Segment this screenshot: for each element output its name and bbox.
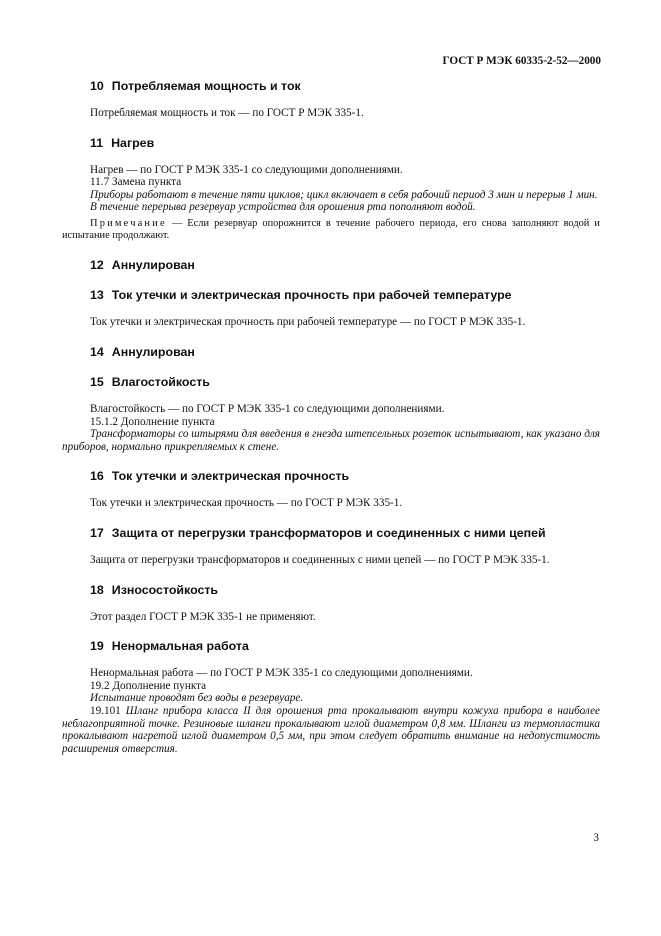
- section-14: [62, 345, 600, 359]
- paragraph: Ток утечки и электрическая прочность — по ГОСТ Р МЭК 335-1.: [90, 497, 403, 510]
- clause-label: 19.2 Дополнение пункта: [90, 679, 207, 692]
- section-title: Защита от перегрузки трансформаторов и соединенных с ними цепей: [111, 525, 546, 540]
- section-13: [62, 288, 600, 329]
- clause-paragraph: [62, 705, 600, 755]
- section-title: Аннулирован: [111, 344, 195, 359]
- clause-number: 19.101: [90, 704, 126, 717]
- clause-text: Шланг прибора класса II для орошения рта прокалывают внутри кожуха прибора в наиболее неблагоприятной точке. Резиновые шланги прокалывают иглой диаметром 0,8 мм. Шланги из термопластика прокалывают нагретой иглой диаметром 0,5 мм, при этом следует обратить внимание на недопустимость расширения отверстия.: [62, 704, 601, 755]
- section-title: Потребляемая мощность и ток: [111, 79, 301, 93]
- section-heading: [62, 526, 600, 540]
- section-number: 16: [90, 469, 104, 484]
- section-title: Ненормальная работа: [111, 639, 249, 654]
- note-label: Примечание: [90, 217, 167, 229]
- test-paragraph: Трансформаторы со штырями для введения в гнезда штепсельных розеток испытывают, как указано для приборов, нормально прикрепляемых к стене.: [62, 428, 600, 453]
- clause-label: 15.1.2 Дополнение пункта: [90, 415, 215, 428]
- section-10: [62, 79, 600, 120]
- paragraph: Нагрев — по ГОСТ Р МЭК 335-1 со следующими дополнениями.: [90, 163, 403, 176]
- section-heading: [62, 639, 600, 653]
- section-heading: [62, 345, 600, 359]
- paragraph: Влагостойкость — по ГОСТ Р МЭК 335-1 со следующими дополнениями.: [90, 402, 445, 415]
- section-11: [62, 136, 600, 243]
- section-heading: [62, 469, 600, 483]
- section-title: Ток утечки и электрическая прочность: [111, 469, 350, 484]
- test-paragraph: Испытание проводят без воды в резервуаре.: [90, 692, 304, 705]
- section-number: 17: [90, 525, 104, 540]
- section-number: 13: [90, 288, 104, 303]
- section-number: 10: [90, 79, 104, 93]
- paragraph: Этот раздел ГОСТ Р МЭК 335-1 не применяют.: [90, 610, 316, 623]
- section-title: Нагрев: [111, 135, 155, 150]
- document-code: ГОСТ Р МЭК 60335-2-52—2000: [442, 55, 601, 67]
- note: [62, 218, 600, 242]
- section-number: 14: [90, 344, 104, 359]
- section-number: 11: [90, 135, 104, 150]
- section-heading: [62, 258, 600, 272]
- section-16: [62, 469, 600, 510]
- test-paragraph: В течение перерыва резервуар устройства для орошения рта пополняют водой.: [90, 201, 476, 214]
- section-heading: [62, 288, 600, 302]
- paragraph: Ненормальная работа — по ГОСТ Р МЭК 335-1 со следующими дополнениями.: [90, 667, 473, 680]
- paragraph: Ток утечки и электрическая прочность при рабочей температуре — по ГОСТ Р МЭК 335-1.: [90, 316, 526, 329]
- section-15: [62, 375, 600, 453]
- section-title: Аннулирован: [111, 258, 195, 273]
- section-heading: [62, 375, 600, 389]
- section-title: Износостойкость: [111, 582, 219, 597]
- section-17: [62, 526, 600, 567]
- page-content: [62, 79, 600, 771]
- section-number: 18: [90, 582, 104, 597]
- section-number: 19: [90, 639, 104, 654]
- section-heading: [62, 79, 600, 93]
- paragraph: Потребляемая мощность и ток — по ГОСТ Р МЭК 335-1.: [90, 107, 364, 119]
- section-12: [62, 258, 600, 272]
- test-paragraph: Приборы работают в течение пяти циклов; цикл включает в себя рабочий период 3 мин и перерыв 1 мин.: [90, 188, 598, 201]
- section-heading: [62, 583, 600, 597]
- section-title: Ток утечки и электрическая прочность при рабочей температуре: [111, 288, 512, 303]
- section-heading: [62, 136, 600, 150]
- section-number: 12: [90, 258, 104, 273]
- note-text: — Если резервуар опорожнится в течение рабочего периода, его снова заполняют водой и испытание продолжают.: [62, 217, 600, 242]
- page-number: 3: [593, 832, 599, 844]
- section-18: [62, 583, 600, 624]
- paragraph: Защита от перегрузки трансформаторов и соединенных с ними цепей — по ГОСТ Р МЭК 335-1.: [90, 553, 550, 566]
- section-title: Влагостойкость: [111, 374, 210, 389]
- section-number: 15: [90, 374, 104, 389]
- clause-label: 11.7 Замена пункта: [90, 176, 182, 189]
- section-19: [62, 639, 600, 755]
